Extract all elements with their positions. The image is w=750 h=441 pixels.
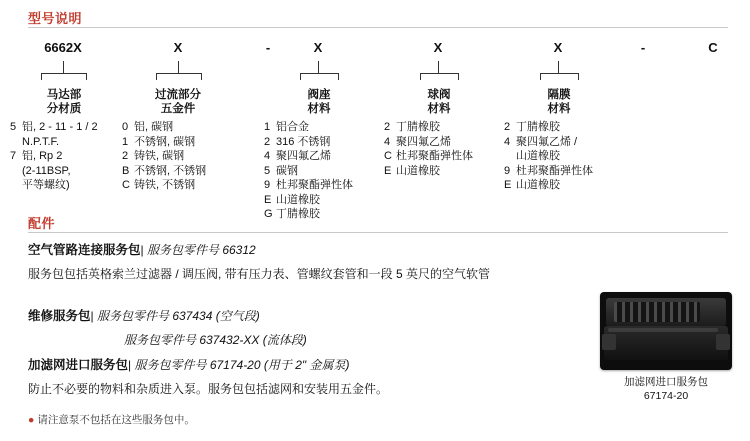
option-key: E	[264, 193, 272, 206]
section-divider-accessories	[28, 232, 728, 233]
column-head-wetend	[138, 88, 218, 116]
model-code-cell-3: X	[313, 40, 323, 55]
option-value: 铝合金	[276, 121, 309, 133]
option-row	[264, 178, 353, 193]
model-code-cell-2: -	[265, 40, 271, 55]
photo-highlight	[608, 328, 718, 332]
option-row	[122, 149, 206, 164]
model-code-cell-5: X	[553, 40, 563, 55]
option-value: 聚四氟乙烯 /	[516, 135, 578, 148]
accessory-description: 防止不必要的物料和杂质进入泵。服务包包括滤网和安装用五金件。	[28, 382, 389, 396]
product-photo-caption-line1: 加滤网进口服务包	[624, 376, 708, 388]
photo-port-left	[602, 334, 616, 350]
option-value: 碳钢	[276, 164, 298, 177]
bracket-tick-5a	[540, 73, 541, 80]
option-value: 丁腈橡胶	[516, 121, 560, 133]
column-head-seat	[279, 88, 359, 116]
bracket-cap-4	[420, 73, 458, 74]
option-row	[504, 120, 593, 135]
bracket-tick-5b	[578, 73, 579, 80]
column-head-wetend-line1: 过流部分	[155, 89, 201, 101]
bracket-cap-2	[156, 73, 201, 74]
option-key: 5	[264, 164, 271, 177]
option-row	[264, 149, 353, 164]
option-value: 不锈钢, 不锈钢	[134, 164, 207, 177]
bracket-tick-1b	[86, 73, 87, 80]
bracket-tick-1a	[41, 73, 42, 80]
bracket-stem-4	[438, 61, 439, 73]
option-value: 316 不锈钢	[276, 135, 331, 148]
column-head-ball-line1: 球阀	[427, 89, 451, 101]
model-code-cell-1: X	[173, 40, 183, 55]
option-subvalue: (2-11BSP,	[22, 164, 71, 177]
column-options-diaphragm	[504, 120, 593, 193]
option-key: C	[384, 150, 392, 162]
option-row	[504, 164, 593, 179]
column-head-ball-line2: 材料	[427, 103, 451, 115]
option-key: 4	[504, 135, 511, 148]
bracket-cap-5	[540, 73, 578, 74]
accessory-part-number: 服务包零件号 66312	[146, 243, 256, 257]
option-row	[122, 135, 206, 150]
option-key: 4	[384, 135, 391, 148]
column-options-motor	[10, 120, 98, 193]
option-row	[504, 178, 593, 193]
option-key: E	[384, 164, 392, 177]
footnote	[28, 412, 195, 427]
accessory-title: 维修服务包	[28, 309, 91, 323]
option-value: 铝, 2 - 11 - 1 / 2	[22, 121, 98, 133]
option-value: 丁腈橡胶	[276, 208, 320, 220]
option-subvalue-2: 平等螺纹)	[22, 179, 70, 191]
option-key: 1	[264, 121, 271, 133]
product-photo-caption-line2: 67174-20	[643, 390, 689, 402]
option-key: 1	[122, 135, 129, 148]
option-key: 2	[504, 121, 511, 133]
option-key: 9	[504, 164, 511, 177]
option-row	[122, 178, 206, 193]
option-value: 杜邦聚酯弹性体	[276, 179, 353, 191]
accessory-service-kit	[28, 306, 588, 348]
option-key: 9	[264, 179, 271, 191]
option-value: 铝, Rp 2	[22, 150, 63, 162]
product-photo	[600, 292, 732, 370]
option-row	[264, 164, 353, 179]
option-row	[10, 120, 98, 149]
column-head-seat-line2: 材料	[307, 103, 331, 115]
option-subvalue: N.P.T.F.	[22, 135, 60, 148]
option-key: E	[504, 179, 512, 191]
model-code-cell-6: -	[640, 40, 646, 55]
option-value: 山道橡胶	[516, 179, 560, 191]
option-key: 7	[10, 150, 17, 162]
option-value: 杜邦聚酯弹性体	[396, 150, 473, 162]
bracket-tick-4b	[458, 73, 459, 80]
accessory-strainer-inlet-kit	[28, 355, 588, 399]
option-row	[264, 193, 353, 208]
column-options-wetend	[122, 120, 206, 193]
bracket-tick-3b	[338, 73, 339, 80]
column-options-seat	[264, 120, 353, 222]
option-row	[384, 120, 473, 135]
option-row	[264, 120, 353, 135]
column-head-wetend-line2: 五金件	[160, 103, 196, 115]
accessory-air-line-kit	[28, 240, 588, 284]
option-row	[384, 149, 473, 164]
model-code-cell-7: C	[708, 40, 718, 55]
section-title-model: 型号说明	[28, 11, 83, 26]
accessory-part-number-2: 服务包零件号 637432-XX (流体段)	[124, 333, 307, 347]
option-value: 铸铁, 不锈钢	[134, 179, 196, 191]
product-photo-caption	[600, 375, 732, 403]
accessory-separator: |	[140, 243, 144, 257]
bracket-cap-1	[41, 73, 86, 74]
photo-port-right	[716, 334, 730, 350]
bracket-stem-1	[63, 61, 64, 73]
option-key: 2	[264, 135, 271, 148]
option-key: 0	[122, 121, 129, 133]
bracket-tick-2a	[156, 73, 157, 80]
option-row	[122, 164, 206, 179]
model-code-cell-0: 6662X	[44, 40, 82, 55]
section-title-accessories: 配件	[28, 216, 56, 231]
option-row	[10, 149, 98, 193]
bracket-tick-2b	[201, 73, 202, 80]
option-value: 不锈钢, 碳钢	[134, 135, 196, 148]
bracket-cap-3	[300, 73, 338, 74]
option-value: 山道橡胶	[396, 164, 440, 177]
option-key: 2	[384, 121, 391, 133]
accessory-separator: |	[128, 358, 132, 372]
accessory-separator: |	[90, 309, 94, 323]
bracket-tick-4a	[420, 73, 421, 80]
option-row	[504, 135, 593, 164]
option-value: 聚四氟乙烯	[276, 150, 331, 162]
option-key: 5	[10, 121, 17, 133]
accessory-description: 服务包包括英格索兰过滤器 / 调压阀, 带有压力表、管螺纹套管和一段 5 英尺的空气软管	[28, 267, 491, 281]
bracket-stem-2	[178, 61, 179, 73]
option-key: G	[264, 208, 273, 220]
option-value: 丁腈橡胶	[396, 121, 440, 133]
option-key: 4	[264, 150, 271, 162]
column-head-diaphragm-line1: 隔膜	[547, 89, 571, 101]
option-row	[122, 120, 206, 135]
option-key: 2	[122, 150, 129, 162]
footnote-text: 请注意泵不包括在这些服务包中。	[37, 414, 195, 426]
column-head-diaphragm-line2: 材料	[547, 103, 571, 115]
option-value: 铝, 碳钢	[134, 121, 174, 133]
model-code-cell-4: X	[433, 40, 443, 55]
option-value: 聚四氟乙烯	[396, 135, 451, 148]
option-row	[384, 164, 473, 179]
option-row	[264, 207, 353, 222]
column-options-ball	[384, 120, 473, 178]
accessory-title: 空气管路连接服务包	[28, 243, 141, 257]
accessory-title: 加滤网进口服务包	[28, 358, 129, 372]
column-head-seat-line1: 阀座	[307, 89, 331, 101]
column-head-motor-line2: 分材质	[46, 103, 82, 115]
option-value: 铸铁, 碳钢	[134, 150, 185, 162]
accessory-part-number: 服务包零件号 637434 (空气段)	[96, 309, 260, 323]
section-divider-model	[28, 27, 728, 28]
column-head-diaphragm	[519, 88, 599, 116]
option-row	[384, 135, 473, 150]
model-code-row	[28, 40, 728, 62]
option-key: C	[122, 179, 130, 191]
accessory-part-number: 服务包零件号 67174-20 (用于 2" 金属泵)	[134, 358, 350, 372]
bracket-stem-5	[558, 61, 559, 73]
option-row	[264, 135, 353, 150]
bracket-tick-3a	[300, 73, 301, 80]
bracket-stem-3	[318, 61, 319, 73]
option-subvalue: 山道橡胶	[516, 150, 560, 162]
footnote-bullet-icon: ●	[28, 414, 35, 426]
option-value: 山道橡胶	[276, 193, 320, 206]
column-head-ball	[399, 88, 479, 116]
column-head-motor	[24, 88, 104, 116]
column-head-motor-line1: 马达部	[46, 89, 82, 101]
product-photo-block	[600, 292, 732, 403]
option-key: B	[122, 164, 130, 177]
photo-part-fins	[614, 302, 700, 322]
option-value: 杜邦聚酯弹性体	[516, 164, 593, 177]
